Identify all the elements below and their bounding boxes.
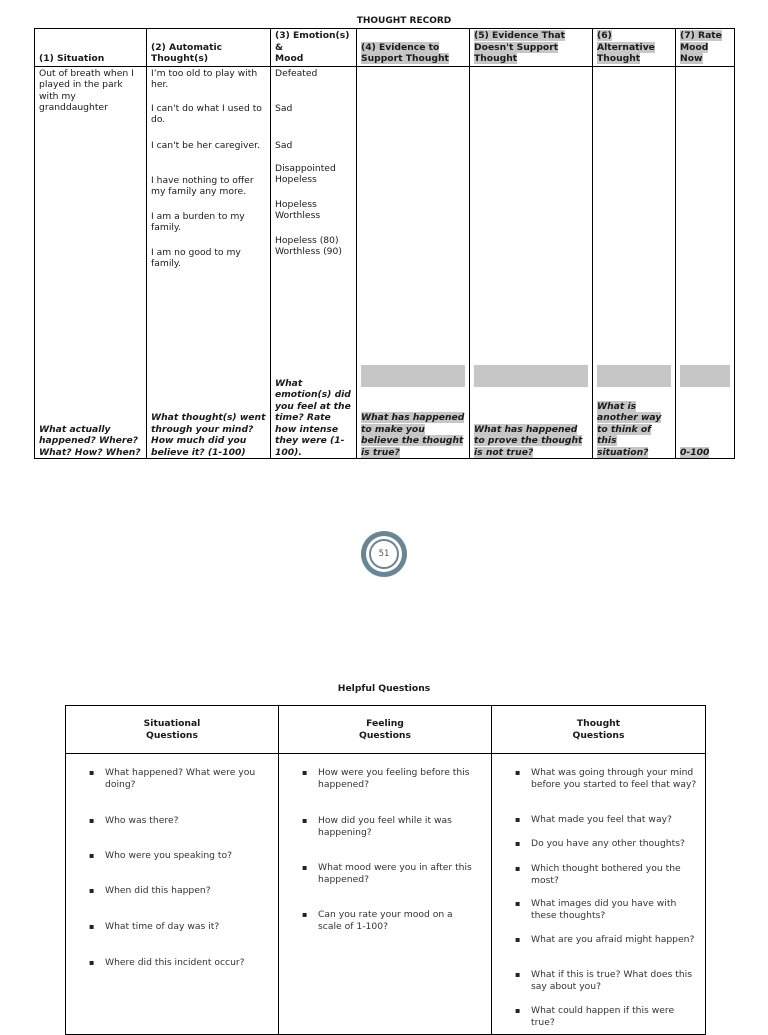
emotion-entry: Sad — [275, 139, 293, 151]
header-evidence-support: (4) Evidence to Support Thought — [357, 29, 470, 67]
emotion-entry: Disappointed Hopeless — [275, 162, 336, 185]
helpful-questions-title: Helpful Questions — [337, 683, 431, 694]
list-item: ▪ What if this is true? What does this say about you? — [531, 969, 699, 993]
page-number: 51 — [369, 539, 399, 569]
thought-record-title: THOUGHT RECORD — [356, 16, 452, 26]
emotion-entry: Defeated — [275, 67, 318, 79]
list-item: ▪ Who was there? — [105, 815, 270, 827]
header-automatic-thoughts: (2) Automatic Thought(s) — [147, 29, 271, 67]
list-item: ▪ Which thought bothered you the most? — [531, 863, 699, 887]
list-item: ▪ What was going through your mind before you started to feel that way? — [531, 767, 699, 791]
rate-mood-cell — [676, 66, 735, 459]
emotion-entry: Hopeless (80) Worthless (90) — [275, 234, 342, 257]
header-evidence-not-support: (5) Evidence That Doesn't Support Thought — [470, 29, 593, 67]
situational-questions-cell — [66, 754, 279, 1035]
thought-record-table — [34, 28, 735, 459]
list-item: ▪ How were you feeling before this happened? — [318, 767, 478, 791]
thought-entry: I have nothing to offer my family any more. — [151, 174, 254, 197]
list-item: ▪ What could happen if this were true? — [531, 1005, 699, 1029]
evidence-support-cell — [357, 66, 470, 459]
rate-prompt: 0-100 — [680, 446, 710, 458]
emotions-cell — [271, 66, 357, 459]
thought-record-body-row — [35, 66, 735, 459]
emotion-prompt: What emotion(s) did you feel at the time? Rate how intense they were (1-100). — [275, 377, 351, 458]
thought-record-header-row — [35, 29, 735, 67]
nosupport-prompt: What has happened to prove the thought is not true? — [474, 423, 583, 458]
header-emotions-mood: (3) Emotion(s) & Mood — [271, 29, 357, 67]
list-item: ▪ What time of day was it? — [105, 921, 270, 933]
situation-text: Out of breath when I played in the park with my granddaughter — [39, 67, 134, 113]
feeling-questions-cell — [279, 754, 492, 1035]
evidence-not-support-cell — [470, 66, 593, 459]
thought-questions-cell — [492, 754, 706, 1035]
thought-prompt: What thought(s) went through your mind? How much did you believe it? (1-100) — [151, 412, 266, 458]
list-item: ▪ Can you rate your mood on a scale of 1-100? — [318, 909, 478, 933]
header-situation: (1) Situation — [35, 29, 147, 67]
list-item: ▪ What happened? What were you doing? — [105, 767, 270, 791]
thought-entry: I am no good to my family. — [151, 246, 241, 269]
support-prompt: What has happened to make you believe the thought is true? — [361, 412, 465, 458]
list-item: ▪ When did this happen? — [105, 885, 270, 897]
automatic-thoughts-cell — [147, 66, 271, 459]
emotion-entry: Hopeless Worthless — [275, 198, 321, 221]
alt-prompt: What is another way to think of this situation? — [597, 400, 662, 458]
alternative-thought-cell — [593, 66, 676, 459]
list-item: ▪ Who were you speaking to? — [105, 850, 270, 862]
list-item: ▪ What made you feel that way? — [531, 814, 699, 826]
thought-questions-header: Thought Questions — [492, 706, 706, 754]
thought-entry: I can't be her caregiver. — [151, 139, 260, 151]
thought-entry: I can't do what I used to do. — [151, 102, 262, 125]
list-item: ▪ What images did you have with these thoughts? — [531, 898, 699, 922]
header-alternative-thought: (6) Alternative Thought — [593, 29, 676, 67]
situation-cell — [35, 66, 147, 459]
feeling-questions-header: Feeling Questions — [279, 706, 492, 754]
list-item: ▪ What are you afraid might happen? — [531, 934, 699, 946]
situational-questions-header: Situational Questions — [66, 706, 279, 754]
list-item: ▪ Where did this incident occur? — [105, 957, 270, 969]
situation-prompt: What actually happened? Where? What? How? When? — [39, 423, 141, 458]
helpful-questions-table — [65, 705, 706, 1035]
header-rate-mood-now: (7) Rate Mood Now — [676, 29, 735, 67]
thought-entry: I am a burden to my family. — [151, 210, 245, 233]
thought-entry: I’m too old to play with her. — [151, 67, 258, 90]
list-item: ▪ How did you feel while it was happening? — [318, 815, 478, 839]
list-item: ▪ What mood were you in after this happened? — [318, 862, 478, 886]
list-item: ▪ Do you have any other thoughts? — [531, 838, 699, 850]
page-number-badge — [361, 531, 407, 577]
emotion-entry: Sad — [275, 102, 293, 114]
